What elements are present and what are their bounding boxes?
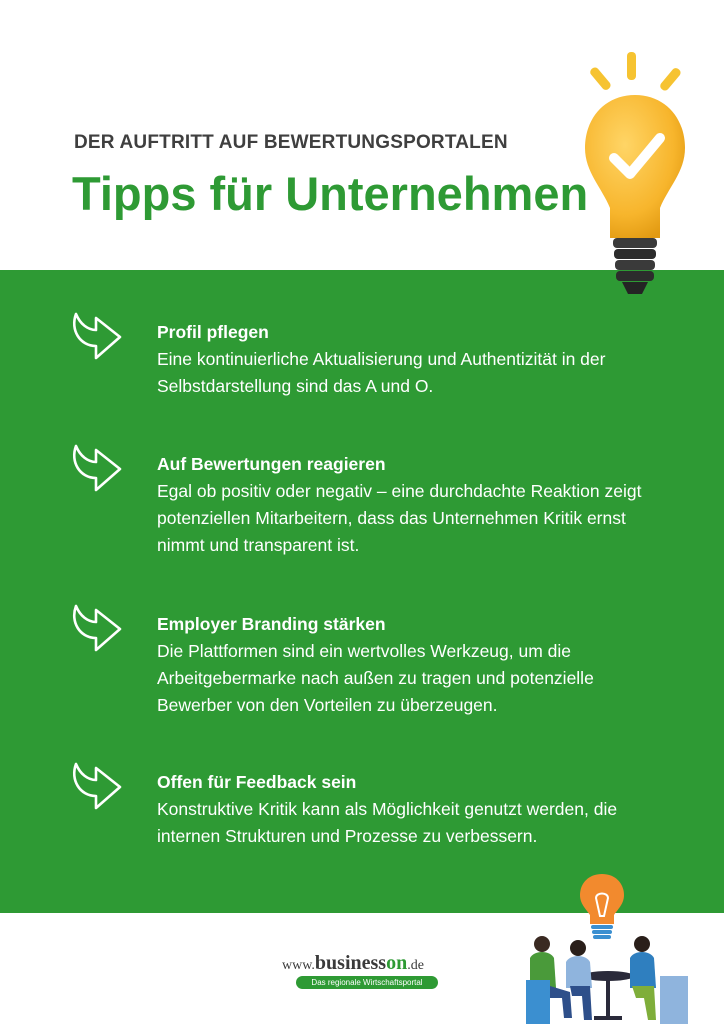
page-title: Tipps für Unternehmen bbox=[72, 167, 589, 220]
curled-arrow-icon bbox=[66, 442, 124, 496]
curled-arrow-icon bbox=[66, 310, 124, 364]
logo-tld: .de bbox=[407, 958, 424, 973]
tip-heading: Offen für Feedback sein bbox=[157, 772, 357, 792]
tip-heading: Employer Branding stärken bbox=[157, 614, 386, 634]
lightbulb-checkmark-icon bbox=[580, 50, 690, 300]
logo-www: www. bbox=[282, 958, 315, 973]
curled-arrow-icon bbox=[66, 760, 124, 814]
tips-panel bbox=[0, 270, 724, 913]
tip-heading: Profil pflegen bbox=[157, 322, 269, 342]
header-kicker: DER AUFTRITT AUF BEWERTUNGSPORTALEN bbox=[74, 132, 508, 153]
tip-heading: Auf Bewertungen reagieren bbox=[157, 454, 386, 474]
team-meeting-illustration bbox=[520, 868, 695, 1024]
tip-text: Konstruktive Kritik kann als Möglichkeit genutzt werden, die internen Strukturen und Prozesse zu verbessern. bbox=[157, 799, 618, 846]
tip-text: Die Plattformen sind ein wertvolles Werkzeug, um die Arbeitgebermarke nach außen zu tragen und potenzielle Bewerber von den Vorteilen zu überzeugen. bbox=[157, 641, 594, 715]
logo-business: business bbox=[314, 952, 387, 974]
logo-wordmark bbox=[282, 952, 424, 975]
curled-arrow-icon bbox=[66, 602, 124, 656]
tip-text: Egal ob positiv oder negativ – eine durchdachte Reaktion zeigt potenziellen Mitarbeitern, dass das Unternehmen Kritik ernst nimmt und transparent ist. bbox=[157, 481, 642, 555]
tip-text: Eine kontinuierliche Aktualisierung und Authentizität in der Selbstdarstellung sind das A und O. bbox=[157, 349, 606, 396]
logo-tagline: Das regionale Wirtschaftsportal bbox=[296, 976, 438, 989]
businesson-logo bbox=[282, 952, 442, 992]
logo-on: on bbox=[386, 952, 408, 974]
